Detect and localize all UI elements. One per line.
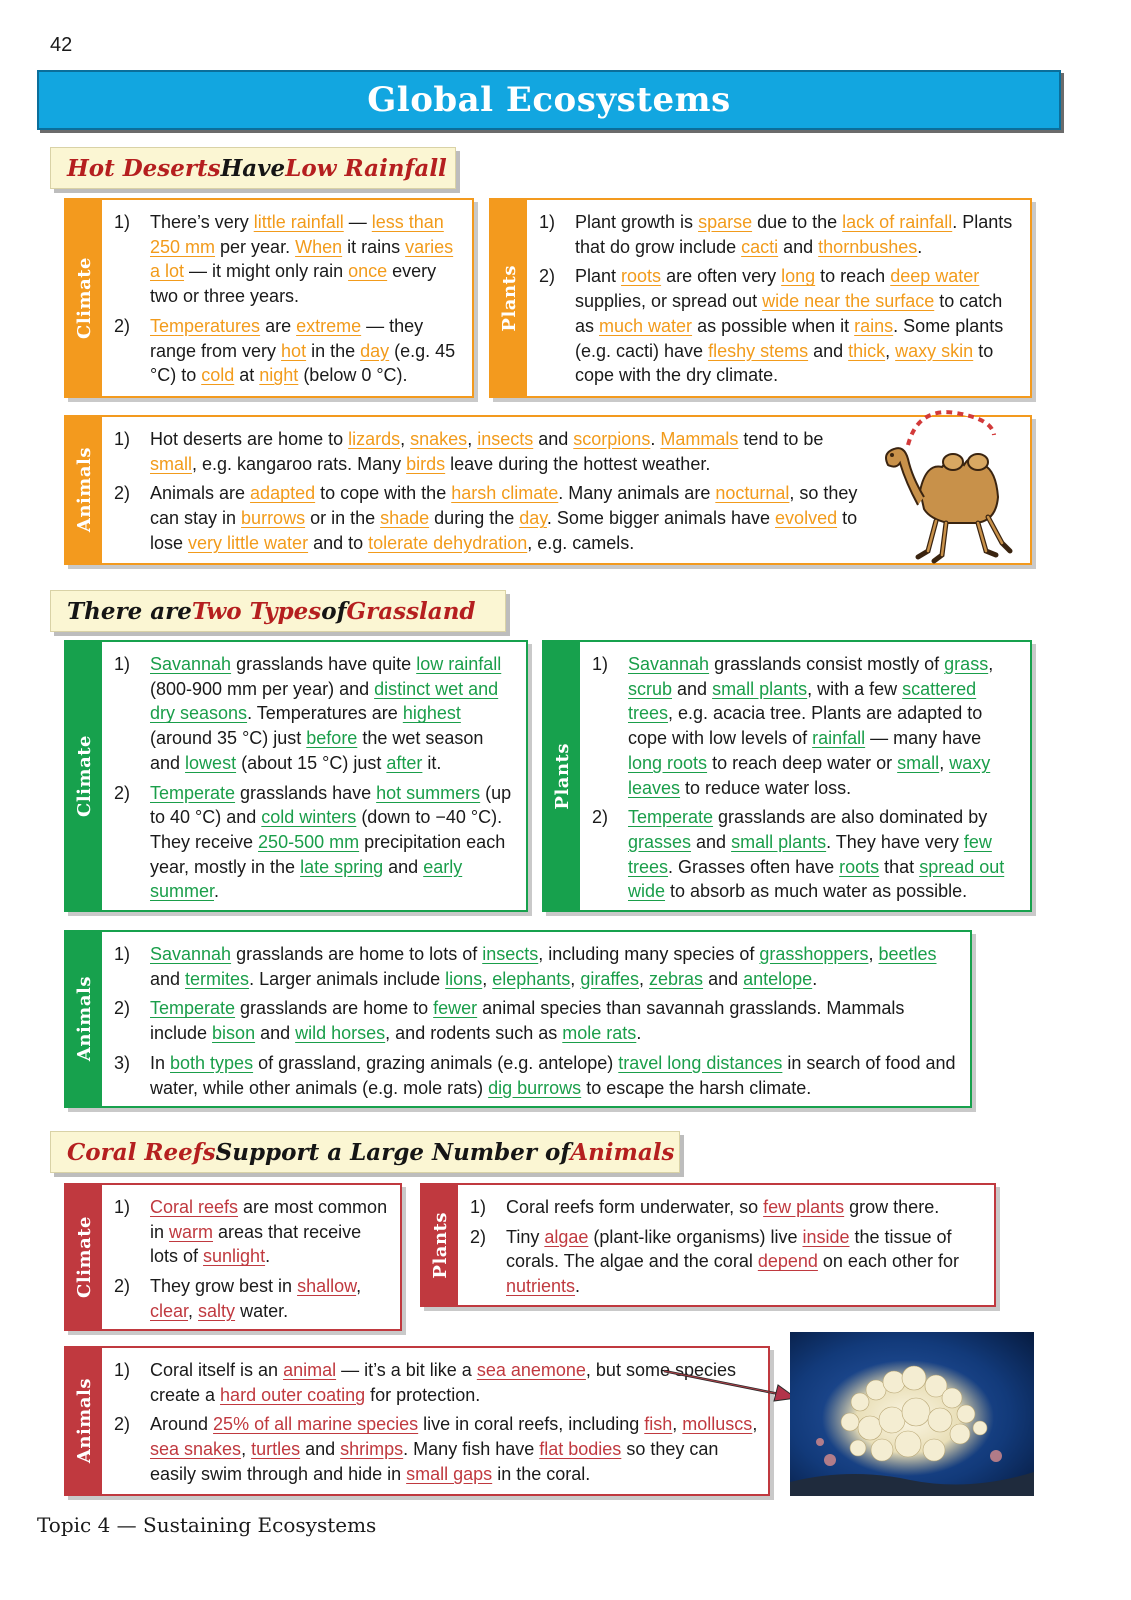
box-content [458,1185,994,1305]
key-term: few plants [763,1197,845,1217]
key-term: birds [406,453,446,474]
key-term: cold [201,365,235,386]
point-number: 1) [470,1197,487,1217]
key-term: mole rats [562,1023,637,1044]
key-term: harsh climate [451,483,559,504]
grassland-plants-box [542,640,1032,912]
point-item [114,481,860,555]
box-content [102,932,970,1106]
key-term: highest [402,703,461,724]
key-term: very little water [188,532,309,553]
point-number: 1) [114,429,131,449]
key-term: lizards [348,429,401,449]
key-term: hard outer coating [220,1384,366,1405]
key-term: algae [544,1226,589,1247]
key-term: dig burrows [488,1077,582,1098]
key-term: nocturnal [715,483,790,504]
key-term: elephants [492,968,571,989]
key-term: giraffes [580,968,640,989]
point-item [539,264,1020,388]
key-term: little rainfall [253,212,344,232]
point-number: 2) [539,266,556,287]
key-term: snakes [410,429,468,449]
point-text: Temperate grasslands are also dominated by grasses and small plants. They have very few trees. Grasses often have roots that spread out wide to absorb as much water as possible. [628,807,1005,902]
key-term: fish [644,1414,673,1435]
point-item [592,652,1020,800]
point-number: 3) [114,1052,131,1073]
key-term: less than 250 mm [150,212,444,257]
point-text: Temperate grasslands have hot summers (up to 40 °C) and cold winters (down to −40 °C). They receive 250-500 mm precipitation each year, mostly in the late spring and early summer. [150,782,512,902]
coral-climate-box [64,1183,402,1331]
point-text: There’s very little rainfall — less than 250 mm per year. When it rains varies a lot — it might only rain once every two or three years. [150,212,454,307]
point-item [539,210,1020,259]
point-text: Plant roots are often very long to reach deep water supplies, or spread out wide near the surface to catch as much water as possible when it rains. Some plants (e.g. cacti) have fleshy stems and thick, waxy skin to cope with the dry climate. [575,266,1004,386]
box-tab [66,1185,102,1329]
point-item [114,1195,390,1269]
point-text: Coral reefs form underwater, so few plants grow there. [506,1197,940,1217]
key-term: inside [802,1226,850,1247]
desert-plants-box [489,198,1032,398]
key-term: clear [150,1300,189,1321]
key-term: day [519,508,547,529]
key-term: shade [380,508,430,529]
key-term: long [781,266,816,287]
point-item [114,652,516,776]
key-term: rainfall [812,728,866,749]
point-item [114,427,860,476]
key-term: termites [185,968,250,989]
point-text: Around 25% of all marine species live in coral reefs, including fish, molluscs, sea snakes, turtles and shrimps. Many fish have flat bodies so they can easily swim through and hide in small gaps in the coral. [150,1414,758,1484]
heading-segment: of [321,597,347,625]
point-text: Animals are adapted to cope with the harsh climate. Many animals are nocturnal, so they can stay in burrows or in the shade during the day. Some bigger animals have evolved to lose very little water and to tolerate dehydration, e.g. camels. [150,483,858,553]
key-term: nutrients [506,1276,576,1297]
key-term: early summer [150,856,463,902]
point-number: 2) [114,1414,131,1435]
box-tab [66,417,102,563]
point-number: 2) [114,315,131,336]
point-text: Temperate grasslands are home to fewer animal species than savannah grasslands. Mammals include bison and wild horses, and rodents such as mole rats. [150,998,905,1044]
point-text: Plant growth is sparse due to the lack of rainfall. Plants that do grow include cacti and thornbushes. [575,212,1013,257]
heading-segment: Support a Large Number of [215,1138,571,1166]
key-term: long roots [628,752,708,773]
key-term: roots [839,856,880,877]
key-term: Savannah [150,654,232,674]
key-term: lowest [185,752,237,773]
key-term: thick [848,340,886,361]
key-term: zebras [649,968,704,989]
camel-cartoon-icon [880,405,1020,565]
key-term: waxy leaves [628,752,991,798]
key-term: lions [445,968,483,989]
key-term: warm [169,1221,214,1242]
heading-segment: Have [220,154,286,182]
point-number: 1) [114,944,131,964]
key-term: wild horses [295,1023,386,1044]
box-tab [544,642,580,910]
point-text: In both types of grassland, grazing animals (e.g. antelope) travel long distances in search of food and water, while other animals (e.g. mole rats) dig burrows to escape the harsh climate. [150,1052,956,1098]
key-term: small plants [731,831,827,852]
box-tab [66,1348,102,1494]
key-term: Temperate [150,998,236,1019]
box-tab-label: Plants [429,1211,451,1279]
box-tab [66,642,102,910]
point-number: 2) [470,1226,487,1247]
key-term: small gaps [406,1463,493,1484]
key-term: When [295,236,343,257]
point-text: Tiny algae (plant-like organisms) live inside the tissue of corals. The algae and the coral depend on each other for nutrients. [506,1226,959,1297]
key-term: lack of rainfall [842,212,953,232]
key-term: sea anemone [476,1360,586,1380]
point-number: 1) [114,654,131,674]
key-term: tolerate dehydration [368,532,528,553]
key-term: day [360,340,390,361]
key-term: much water [599,315,693,336]
coral-reef-photo [790,1332,1034,1496]
key-term: sunlight [203,1246,266,1267]
key-term: night [259,365,299,386]
desert-climate-box [64,198,474,398]
heading-segment: Grassland [346,597,476,625]
box-content [102,1185,400,1329]
box-tab [422,1185,458,1305]
box-tab-label: Plants [498,264,520,332]
box-tab [66,932,102,1106]
key-term: small [150,453,193,474]
key-term: burrows [241,508,306,529]
point-item [470,1195,984,1220]
key-term: Coral reefs [150,1197,239,1217]
key-term: scorpions [573,429,651,449]
section-heading-grassland [50,590,506,632]
key-term: shrimps [340,1439,404,1460]
key-term: late spring [300,856,384,877]
point-number: 2) [114,1276,131,1297]
key-term: salty [198,1300,236,1321]
key-term: Temperate [628,807,714,828]
key-term: grass [944,654,989,674]
box-content [580,642,1030,910]
point-number: 2) [114,483,131,504]
box-tab [66,200,102,396]
point-item [114,1051,960,1100]
key-term: thornbushes [818,236,918,257]
point-number: 1) [114,212,131,232]
point-text: Coral reefs are most common in warm areas that receive lots of sunlight. [150,1197,388,1267]
box-content [102,642,526,910]
key-term: Mammals [660,429,739,449]
key-term: wide near the surface [762,291,935,312]
key-term: Savannah [628,654,710,674]
point-item [114,1274,390,1323]
point-item [114,210,462,309]
point-text: Temperatures are extreme — they range from very hot in the day (e.g. 45 °C) to cold at night (below 0 °C). [150,315,456,386]
title-banner [37,70,1061,130]
key-term: both types [170,1052,254,1073]
key-term: after [386,752,423,773]
point-text: Savannah grasslands are home to lots of insects, including many species of grasshoppers, beetles and termites. Larger animals include lions, elephants, giraffes, zebras and antelope. [150,944,937,989]
page-footer: Topic 4 — Sustaining Ecosystems [37,1513,377,1537]
key-term: sparse [698,212,753,232]
box-tab-label: Climate [73,257,95,339]
point-text: Hot deserts are home to lizards, snakes, insects and scorpions. Mammals tend to be small, e.g. kangaroo rats. Many birds leave during the hottest weather. [150,429,824,474]
heading-segment: Low Rainfall [285,154,447,182]
key-term: once [348,261,388,282]
key-term: spread out wide [628,856,1005,902]
key-term: fewer [433,998,478,1019]
key-term: deep water [890,266,980,287]
point-text: They grow best in shallow, clear, salty water. [150,1276,362,1321]
key-term: small plants [712,678,808,699]
box-content [102,200,472,396]
heading-segment: There are [67,597,192,625]
key-term: scrub [628,678,673,699]
key-term: Savannah [150,944,232,964]
point-number: 2) [592,807,609,828]
key-term: shallow [297,1276,357,1297]
key-term: antelope [743,968,813,989]
key-term: low rainfall [416,654,502,674]
key-term: insects [482,944,539,964]
point-number: 1) [539,212,556,232]
section-heading-coral [50,1131,680,1173]
key-term: insects [477,429,534,449]
key-term: few trees [628,831,992,877]
key-term: extreme [296,315,362,336]
point-item [114,314,462,388]
box-content [527,200,1030,396]
arrow-icon [660,1365,800,1405]
key-term: scattered trees [628,678,977,724]
box-tab-label: Animals [73,447,95,533]
point-item [114,942,960,991]
key-term: molluscs [682,1414,753,1435]
box-tab-label: Plants [551,742,573,810]
key-term: rains [854,315,894,336]
heading-segment: Coral Reefs [67,1138,216,1166]
key-term: hot summers [376,782,481,803]
point-item [114,781,516,905]
grassland-animals-box [64,930,972,1108]
key-term: evolved [775,508,838,529]
heading-segment: Two Types [191,597,322,625]
key-term: cold winters [261,807,357,828]
key-term: 25% of all marine species [213,1414,419,1435]
key-term: grasshoppers [759,944,869,964]
key-term: before [306,728,358,749]
box-tab [491,200,527,396]
key-term: Temperatures [150,315,261,336]
key-term: small [897,752,940,773]
key-term: animal [283,1360,337,1380]
key-term: Temperate [150,782,236,803]
page-title: Global Ecosystems [367,80,731,120]
heading-segment: Animals [570,1138,675,1166]
key-term: sea snakes [150,1439,242,1460]
key-term: roots [621,266,662,287]
point-text: Savannah grasslands have quite low rainfall (800-900 mm per year) and distinct wet and dry seasons. Temperatures are highest (around 35 °C) just before the wet season and lowest (about 15 °C) just after it. [150,654,502,773]
key-term: distinct wet and dry seasons [150,678,499,724]
point-text: Savannah grasslands consist mostly of grass, scrub and small plants, with a few scattered trees, e.g. acacia tree. Plants are adapted to cope with low levels of rainfall — many have long roots to reach deep water or small, waxy leaves to reduce water loss. [628,654,994,798]
key-term: beetles [878,944,937,964]
box-tab-label: Climate [73,1216,95,1298]
point-number: 1) [114,1360,131,1380]
key-term: hot [281,340,307,361]
key-term: 250-500 mm [258,831,360,852]
key-term: depend [757,1251,818,1272]
point-number: 2) [114,782,131,803]
point-number: 1) [592,654,609,674]
point-number: 2) [114,998,131,1019]
key-term: flat bodies [539,1439,622,1460]
key-term: grasses [628,831,692,852]
box-tab-label: Climate [73,735,95,817]
key-term: turtles [251,1439,301,1460]
point-text: Coral itself is an animal — it’s a bit like a sea anemone, but some species create a hard outer coating for protection. [150,1360,736,1405]
key-term: travel long distances [618,1052,783,1073]
point-item [114,996,960,1045]
heading-segment: Hot Deserts [67,154,221,182]
key-term: waxy skin [895,340,974,361]
point-number: 1) [114,1197,131,1217]
point-item [114,1412,758,1486]
coral-plants-box [420,1183,996,1307]
key-term: cacti [741,236,779,257]
box-tab-label: Animals [73,976,95,1062]
key-term: varies a lot [150,236,454,282]
box-tab-label: Animals [73,1378,95,1464]
key-term: adapted [250,483,316,504]
page-number: 42 [50,34,73,56]
key-term: bison [212,1023,256,1044]
point-item [470,1225,984,1299]
key-term: fleshy stems [708,340,809,361]
point-item [592,805,1020,904]
section-heading-desert [50,147,456,189]
grassland-climate-box [64,640,528,912]
